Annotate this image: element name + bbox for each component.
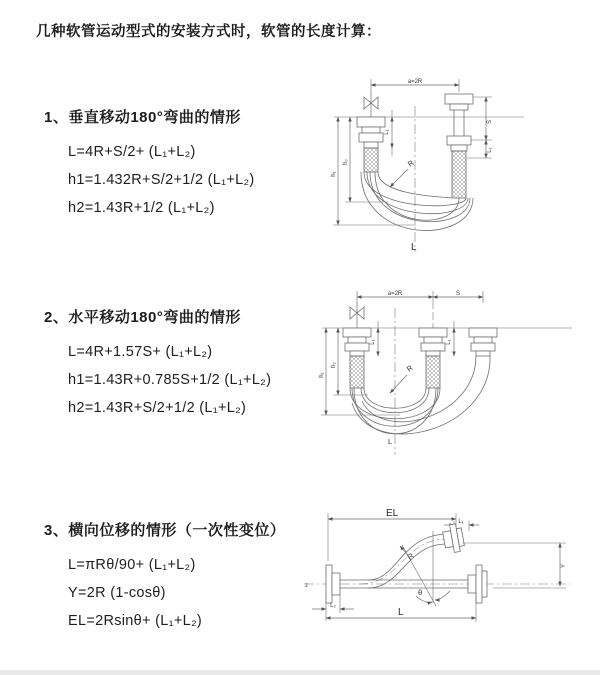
radius-label: R: [405, 551, 416, 562]
diagram-lateral-displacement: [298, 503, 598, 638]
formula-h2: h2=1.43R+S/2+1/2 (L₁+L₂): [68, 400, 247, 416]
section-1-heading: 1、垂直移动180°弯曲的情形: [44, 109, 241, 126]
middle-fitting: [419, 328, 447, 356]
dim-label-l2: L₂: [330, 603, 336, 609]
radius-leader: [390, 375, 407, 393]
dim-label-y: Y: [561, 563, 567, 569]
dim-label-l1-left: L₁: [370, 339, 376, 345]
right-fitting: [445, 94, 473, 151]
dim-label-a2r: a=2R: [387, 291, 403, 297]
left-fitting: [357, 117, 385, 148]
section-horizontal-movement: [44, 306, 324, 422]
length-label: L: [411, 242, 417, 253]
valve-icon: [364, 90, 378, 117]
angle-label: θ: [418, 588, 423, 597]
section-3-heading: 3、横向位移的情形（一次性变位）: [44, 522, 286, 539]
right-flange: [468, 565, 487, 603]
angle-construction: [402, 531, 450, 606]
radius-label: R: [405, 158, 416, 169]
dim-label-h1: h₁: [331, 171, 337, 177]
length-label: L: [388, 437, 393, 446]
right-fitting: [469, 328, 497, 356]
centerline-mark: z: [305, 583, 308, 589]
diagram1-drawing: [333, 79, 524, 252]
hose-arcs-swept: [352, 356, 490, 434]
page-title: 几种软管运动型式的安装方式时，软管的长度计算：: [36, 24, 381, 40]
dim-label-l1-mid: L₁: [446, 339, 452, 345]
valve-icon: [350, 302, 364, 328]
dim-label-h1: h₁: [319, 372, 325, 378]
formula-h2: h2=1.43R+1/2 (L₁+L₂): [68, 200, 215, 216]
formula-length: L=4R+S/2+ (L₁+L₂): [68, 144, 196, 160]
formula-el: EL=2Rsinθ+ (L₁+L₂): [68, 613, 203, 629]
braided-hose-section-left: [364, 148, 378, 172]
dim-label-l1-right: L₁: [487, 147, 493, 153]
left-flange: [326, 565, 340, 603]
length-label: L: [398, 607, 404, 618]
diagram3-drawing: [304, 513, 570, 622]
diagram-vertical-180-bend: [316, 70, 591, 255]
formula-y: Y=2R (1-cosθ): [68, 585, 166, 601]
dim-label-s: S: [487, 119, 493, 125]
upper-flange: [442, 523, 466, 554]
formula-length: L=4R+1.57S+ (L₁+L₂): [68, 344, 213, 360]
braided-hose-left: [350, 356, 364, 388]
braided-hose-section-right: [452, 151, 466, 198]
section-vertical-movement: [44, 106, 324, 222]
diagram2-drawing: [321, 291, 572, 455]
dim-label-s: S: [455, 291, 461, 297]
page-bottom-edge: [0, 670, 600, 675]
radius-label: R: [404, 363, 415, 374]
section-2-heading: 2、水平移动180°弯曲的情形: [44, 309, 241, 326]
diagram-horizontal-180-bend: [310, 283, 595, 463]
formula-h1: h1=1.43R+0.785S+1/2 (L₁+L₂): [68, 372, 272, 388]
formula-length: L=πRθ/90+ (L₁+L₂): [68, 557, 196, 573]
dim-label-l1-left: L₁: [384, 129, 390, 135]
dim-label-h2: h₂: [343, 159, 349, 165]
dim-label-h2: h₂: [331, 362, 337, 368]
dim-label-a2r: a=2R: [407, 79, 423, 85]
left-fitting: [343, 328, 371, 356]
dim-label-l1: L₁: [458, 519, 464, 525]
dim-label-el: EL: [386, 508, 399, 519]
formula-h1: h1=1.432R+S/2+1/2 (L₁+L₂): [68, 172, 255, 188]
radius-leader: [390, 169, 408, 187]
braided-hose-middle: [426, 356, 440, 388]
